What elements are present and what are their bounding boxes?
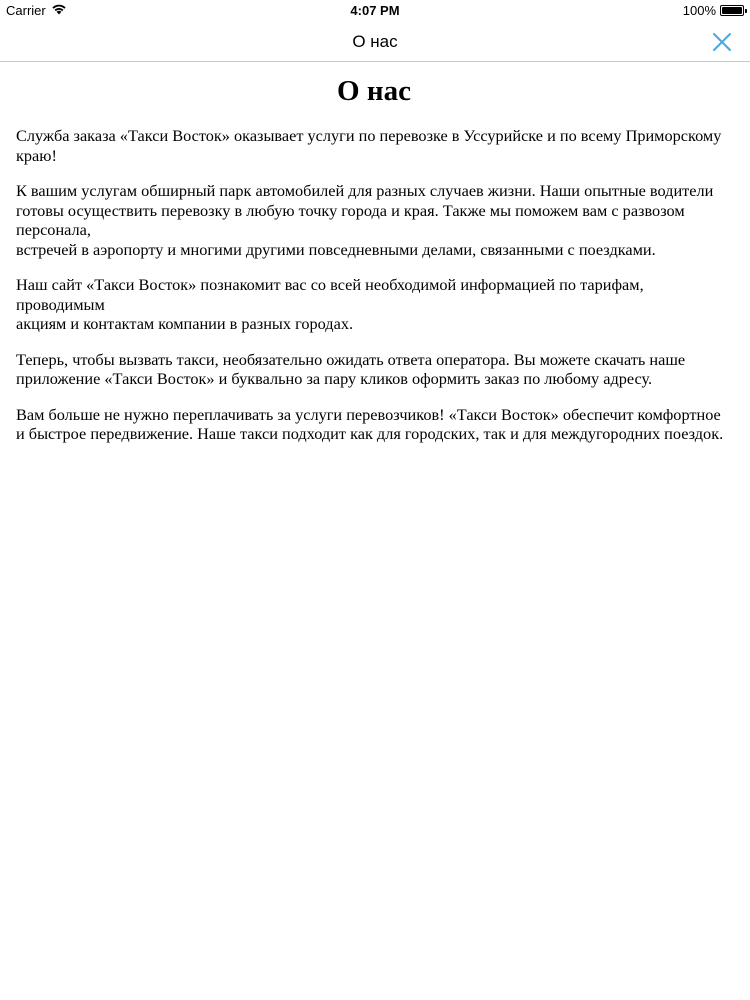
about-content [0, 62, 750, 1000]
carrier-label: Carrier [6, 3, 46, 18]
nav-title: О нас [352, 32, 398, 51]
navigation-bar [0, 22, 750, 62]
status-bar [0, 0, 750, 22]
close-button[interactable] [708, 28, 736, 56]
battery-cap [745, 9, 747, 13]
status-time: 4:07 PM [350, 3, 400, 18]
paragraph-line: готовы осуществить перевозку в любую точку города и края. Также мы поможем вам с развозом персонала, [16, 200, 685, 239]
paragraph-line: Служба заказа «Такси Восток» оказывает услуги по перевозке в Уссурийске и по всему Приморскому [16, 126, 722, 145]
paragraph-line: Вам больше не нужно переплачивать за услуги перевозчиков! «Такси Восток» обеспечит комфортное [16, 404, 721, 424]
paragraph-line: Наш сайт «Такси Восток» познакомит вас со всей необходимой информацией по тарифам, проводимым [16, 275, 644, 314]
battery-fill [722, 7, 742, 14]
paragraph [16, 405, 732, 444]
paragraph [16, 275, 732, 334]
paragraph-line: и быстрое передвижение. Наше такси подходит как для городских, так и для междугородних поездок. [16, 424, 724, 443]
paragraph [16, 181, 732, 259]
paragraph [16, 126, 732, 165]
paragraph-line: приложение «Такси Восток» и буквально за пару кликов оформить заказ по любому адресу. [16, 369, 653, 388]
paragraph [16, 350, 732, 389]
paragraph-line: встречей в аэропорту и многими другими повседневными делами, связанными с поездками. [16, 239, 656, 259]
close-icon[interactable] [712, 32, 732, 52]
battery-icon [720, 5, 744, 16]
paragraph-line: Теперь, чтобы вызвать такси, необязательно ожидать ответа оператора. Вы можете скачать наше [16, 349, 686, 369]
paragraph-line: К вашим услугам обширный парк автомобилей для разных случаев жизни. Наши опытные водители [16, 181, 714, 200]
page-heading: О нас [337, 75, 411, 107]
paragraph-line: краю! [16, 145, 57, 165]
status-right [683, 3, 744, 18]
paragraph-line: акциям и контактам компании в разных городах. [16, 314, 354, 333]
battery-percent: 100% [682, 3, 716, 18]
